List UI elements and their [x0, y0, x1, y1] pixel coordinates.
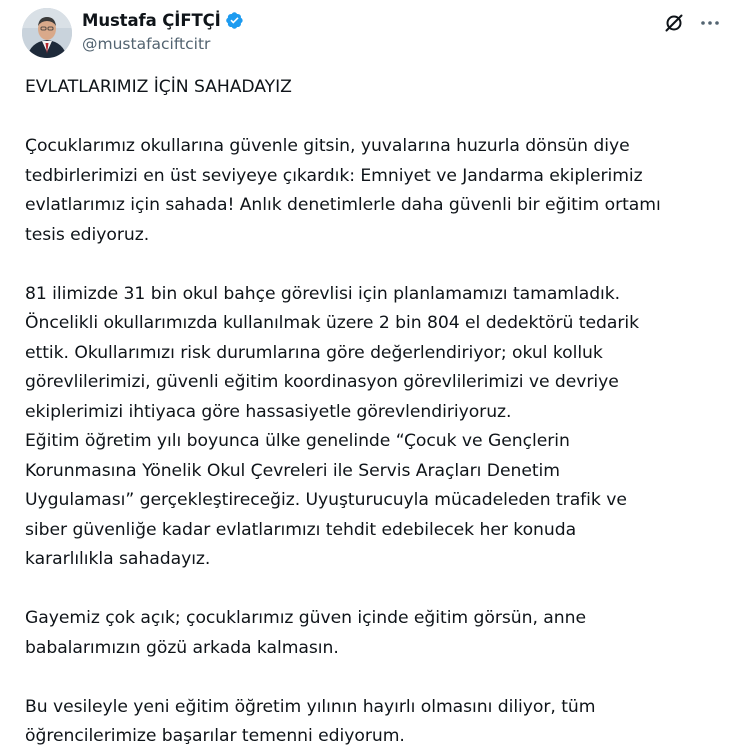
avatar[interactable]: [22, 8, 72, 58]
more-dots-icon[interactable]: [699, 12, 721, 34]
post-line: Eğitim öğretim yılı boyunca ülke genelinde “Çocuk ve Gençlerin: [25, 431, 570, 451]
post-actions: [663, 12, 721, 34]
post-line: 81 ilimizde 31 bin okul bahçe görevlisi için planlamamızı tamamladık.: [25, 283, 621, 304]
post-line: kararlılıkla sahadayız.: [25, 549, 211, 569]
post-line: Öncelikli okullarımızda kullanılmak üzere 2 bin 804 el dedektörü tedarik: [25, 313, 639, 333]
avatar-image: [22, 8, 72, 58]
post-line: Gayemiz çok açık; çocuklarımız güven içinde eğitim görsün, anne: [25, 608, 586, 628]
post-line: ekiplerimizi ihtiyaca göre hassasiyetle görevlendiriyoruz.: [25, 401, 512, 422]
post-line: Çocuklarımız okullarına güvenle gitsin, yuvalarına huzurla dönsün diye: [25, 136, 630, 156]
post-line: Bu vesileyle yeni eğitim öğretim yılının hayırlı olmasını diliyor, tüm: [25, 696, 596, 717]
post-line: babalarımızın gözü arkada kalmasın.: [25, 637, 339, 658]
author-handle[interactable]: @mustafaciftcitr: [82, 35, 211, 53]
paragraph-gap: [25, 663, 715, 693]
paragraph-gap: [25, 103, 715, 133]
post-line: Korunmasına Yönelik Okul Çevreleri ile Servis Araçları Denetim: [25, 460, 560, 481]
paragraph-gap: [25, 250, 715, 280]
grok-slash-circle-icon[interactable]: [663, 12, 685, 34]
post-line: evlatlarımız için sahada! Anlık denetimlerle daha güvenli bir eğitim ortamı: [25, 195, 661, 215]
post-line: görevlilerimizi, güvenli eğitim koordinasyon görevlilerimizi ve devriye: [25, 372, 619, 392]
post-line: siber güvenliğe kadar evlatlarımızı tehdit edebilecek her konuda: [25, 519, 577, 540]
author-name-row: [82, 11, 244, 30]
post-title: EVLATLARIMIZ İÇİN SAHADAYIZ: [25, 77, 292, 97]
post-text: [25, 73, 715, 752]
verified-badge-icon: [225, 11, 244, 30]
post-line: tedbirlerimizi en üst seviyeye çıkardık: Emniyet ve Jandarma ekiplerimiz: [25, 165, 643, 186]
post-line: Uygulaması” gerçekleştireceğiz. Uyuşturucuyla mücadeleden trafik ve: [25, 490, 627, 510]
post-line: öğrencilerimize başarılar temenni ediyorum.: [25, 726, 405, 746]
post-line: tesis ediyoruz.: [25, 224, 150, 245]
post-header: [22, 8, 721, 60]
author-display-name[interactable]: Mustafa ÇİFTÇİ: [82, 11, 221, 30]
paragraph-gap: [25, 575, 715, 605]
post-line: ettik. Okullarımızı risk durumlarına göre değerlendiriyor; okul kolluk: [25, 342, 603, 363]
